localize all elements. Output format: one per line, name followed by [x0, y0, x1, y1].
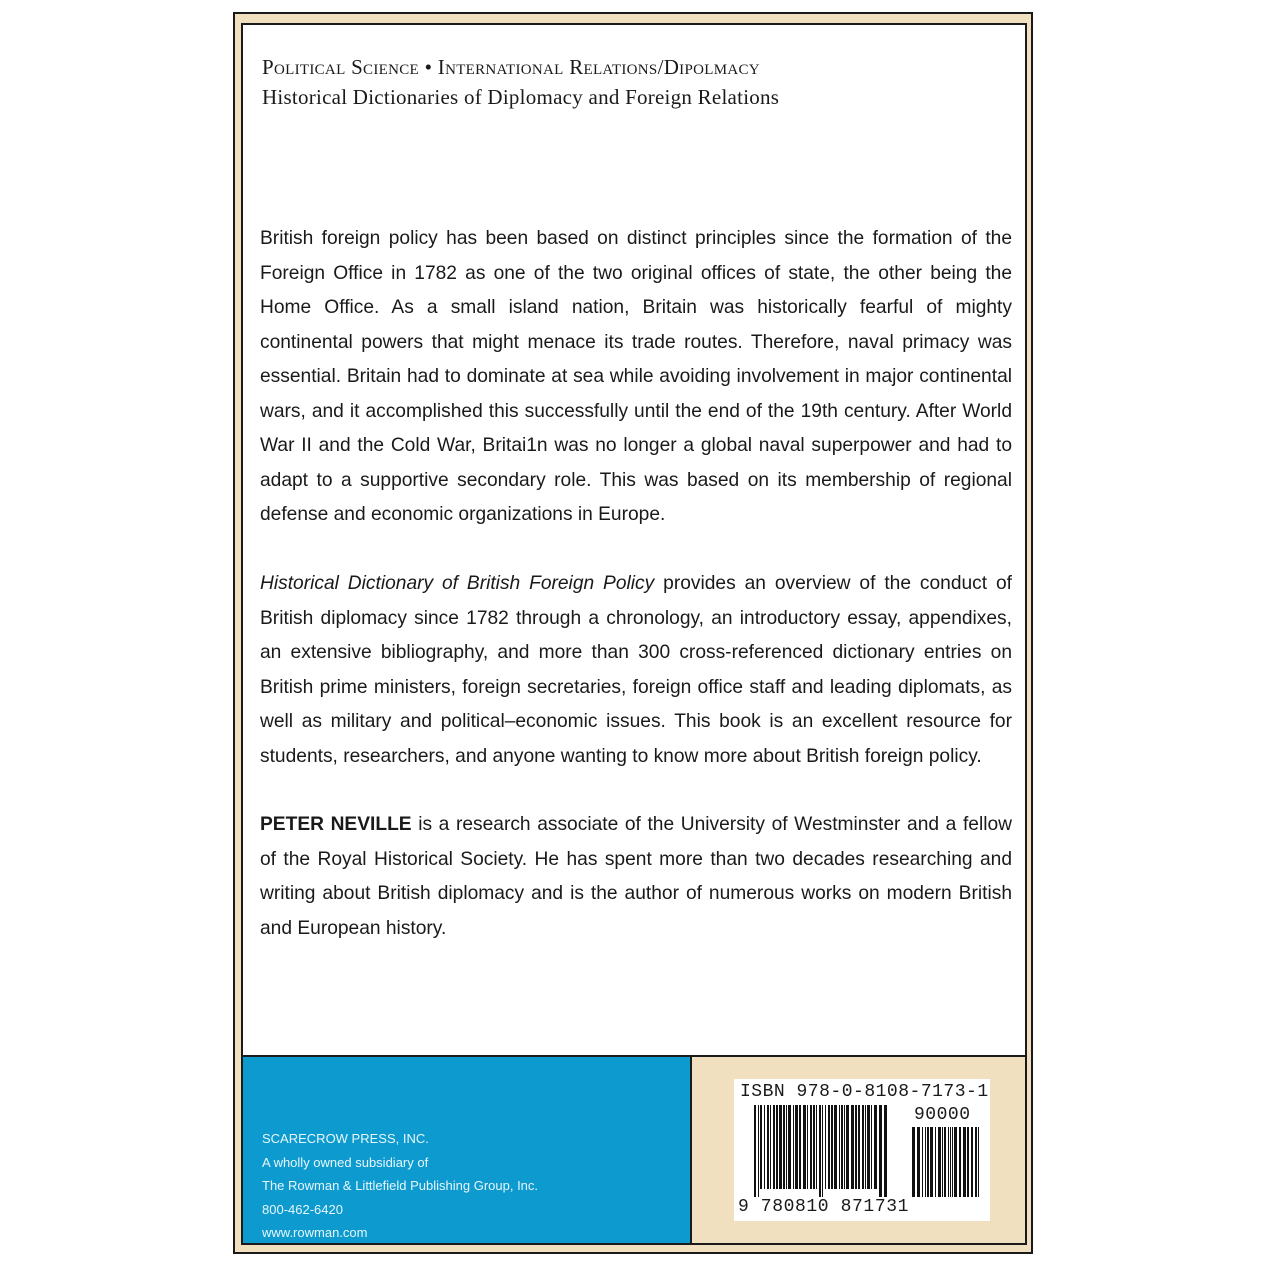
ean-barcode-bars [754, 1105, 904, 1197]
barcode-bar [846, 1105, 849, 1189]
barcode-label [734, 1079, 990, 1221]
barcode-bar [767, 1105, 769, 1189]
barcode-bar [942, 1127, 943, 1197]
barcode-bar [959, 1127, 961, 1197]
barcode-bar [950, 1127, 951, 1197]
barcode-bar [822, 1105, 823, 1197]
publisher-phone: 800-462-6420 [262, 1201, 343, 1217]
barcode-bar [954, 1127, 957, 1197]
barcode-bar [938, 1127, 941, 1197]
barcode-bar [927, 1127, 929, 1197]
barcode-bar [795, 1105, 798, 1189]
barcode-bar [834, 1105, 837, 1189]
description-panel [241, 119, 1027, 1057]
header-box [241, 23, 1027, 121]
barcode-bar [865, 1105, 866, 1189]
barcode-bar [858, 1105, 860, 1189]
barcode-bar [770, 1105, 771, 1189]
isbn-number: ISBN 978-0-8108-7173-1 [740, 1082, 989, 1102]
barcode-bar [963, 1127, 966, 1197]
barcode-bar [807, 1105, 808, 1189]
barcode-bar [816, 1105, 817, 1189]
barcode-bar [779, 1105, 782, 1189]
barcode-bar [773, 1105, 775, 1189]
barcode-bar [799, 1105, 801, 1189]
barcode-bar [819, 1105, 821, 1197]
publisher-name: SCARECROW PRESS, INC. [262, 1131, 429, 1146]
barcode-bar [922, 1127, 923, 1197]
price-code: 90000 [914, 1105, 971, 1125]
barcode-bar [874, 1105, 877, 1189]
barcode-bar [917, 1127, 920, 1197]
description-paragraph: British foreign policy has been based on distinct principles since the formation of the Foreign Office in 1782 as one of the two original offices of state, the other being the Home Office. As a small island nation, Britain was historically fearful of mighty continental powers that might menace its trade routes. Therefore, naval primacy was essential. Britain had to dominate at sea while avoiding involvement in major continental wars, and it accomplished this successfully until the end of the 19th century. After World War II and the Cold War, Britai1n was no longer a global naval superpower and had to adapt to a supportive secondary role. This was based on its membership of regional defense and economic organizations in Europe. [260, 228, 1012, 525]
barcode-bar [944, 1127, 946, 1197]
price-barcode-bars [912, 1127, 986, 1197]
barcode-bar [764, 1105, 765, 1189]
barcode-bar [783, 1105, 785, 1189]
barcode-bar [754, 1105, 756, 1197]
barcode-bar [844, 1105, 845, 1189]
series-title: Historical Dictionaries of Diplomacy and Foreign Relations [262, 85, 780, 109]
barcode-bar [851, 1105, 854, 1189]
author-paragraph [260, 808, 1012, 946]
publisher-panel [241, 1057, 692, 1245]
overview-text: provides an overview of the conduct of British diplomacy since 1782 through a chronology, an introductory essay, appendixes, an extensive bibliography, and more than 300 cross-referenced dictionary entries on British prime ministers, foreign secretaries, foreign office staff and leading diplomats, as well as military and political–economic issues. This book is an excellent resource for students, researchers, and anyone wanting to know more about British foreign policy. [260, 573, 1012, 767]
barcode-bar [793, 1105, 794, 1189]
overview-paragraph [260, 567, 1012, 774]
barcode-bar [871, 1105, 872, 1189]
barcode-bar [952, 1127, 953, 1197]
barcode-bar [786, 1105, 787, 1189]
barcode-bar [828, 1105, 830, 1189]
author-name: PETER NEVILLE [260, 814, 412, 835]
barcode-bar [971, 1127, 973, 1197]
barcode-bar [925, 1127, 926, 1197]
category-line: Political Science • International Relations/Dipolmacy [262, 55, 760, 79]
barcode-bar [912, 1127, 915, 1197]
barcode-bar [788, 1105, 791, 1189]
barcode-bar [841, 1105, 843, 1189]
barcode-bar [839, 1105, 840, 1189]
barcode-bar [930, 1127, 933, 1197]
barcode-bar [758, 1105, 759, 1197]
barcode-bar [803, 1105, 806, 1189]
barcode-bar [776, 1105, 778, 1189]
barcode-panel [692, 1057, 1027, 1245]
author-bio: is a research associate of the University of Westminster and a fellow of the Royal Historical Society. He has spent more than two decades researching and writing about British diplomacy and is the author of numerous works on modern British and European history. [260, 814, 1012, 939]
barcode-bar [967, 1127, 969, 1197]
barcode-bar [975, 1127, 977, 1197]
barcode-bar [978, 1127, 979, 1197]
barcode-bar [825, 1105, 826, 1189]
publisher-website: www.rowman.com [262, 1225, 368, 1240]
barcode-bar [879, 1105, 882, 1197]
barcode-bar [867, 1105, 870, 1189]
barcode-bar [884, 1105, 887, 1197]
barcode-bar [948, 1127, 949, 1197]
ean-number: 9 780810 871731 [738, 1197, 910, 1217]
publisher-group: The Rowman & Littlefield Publishing Group, Inc. [262, 1178, 539, 1193]
barcode-bar [862, 1105, 864, 1189]
barcode-bar [810, 1105, 812, 1189]
barcode-bar [813, 1105, 815, 1189]
barcode-bar [855, 1105, 857, 1189]
book-title: Historical Dictionary of British Foreign Policy [260, 573, 655, 594]
barcode-bar [831, 1105, 833, 1189]
back-cover [233, 12, 1033, 1254]
barcode-bar [760, 1105, 762, 1189]
barcode-bar [935, 1127, 936, 1197]
publisher-subsidiary: A wholly owned subsidiary of [262, 1154, 429, 1170]
